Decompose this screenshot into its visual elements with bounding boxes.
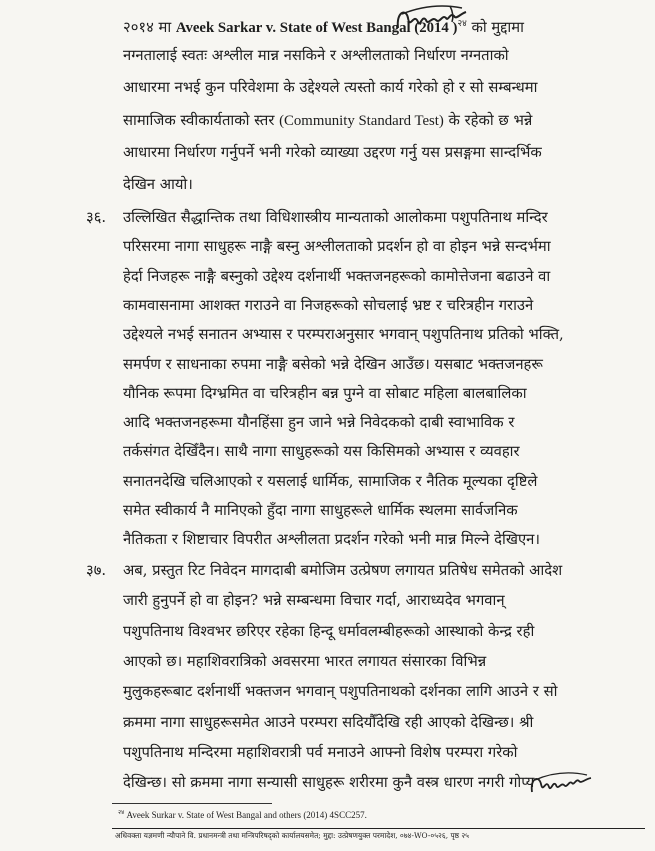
para36-line: नैतिकता र शिष्टाचार विपरीत अश्लीलता प्रदर्शन गरेको भनी मान्न मिल्ने देखिएन।: [123, 531, 540, 549]
para35-line4: सामाजिक स्वीकार्यताको स्तर (Community Standard Test) के रहेको छ भन्ने: [123, 112, 533, 129]
para37-line: पशुपतिनाथ विश्वभर छरिएर रहेका हिन्दू धर्मावलम्बीहरूको आस्थाको केन्द्र रही: [123, 622, 535, 640]
para37-line: पशुपतिनाथ मन्दिरमा महाशिवरात्री पर्व मनाउने आफ्नो विशेष परम्परा गरेको: [123, 743, 518, 761]
para36-line: परिसरमा नागा साधुहरू नाङ्गै बस्नु अश्लीलताको प्रदर्शन हो वा होइन भन्ने सन्दर्भमा: [123, 238, 551, 256]
para35-line1: २०१४ मा Aveek Sarkar v. State of West Bangal (2014 )$^{२४}$ को मुद्दामा: [123, 18, 524, 36]
footnote-divider: [112, 803, 272, 804]
para36-line: समेत स्वीकार्य नै मानिएको हुँदा नागा साधुहरूले धार्मिक स्थलमा सार्वजनिक: [123, 502, 518, 519]
para37-line: आएको छ। महाशिवरात्रिको अवसरमा भारत लगायत संसारका विभिन्न: [123, 652, 487, 670]
para36-number: ३६.: [86, 209, 107, 226]
para37-line: क्रममा नागा साधुहरूसमेत आउने परम्परा सदियौँदेखि रही आएको देखिन्छ। श्री: [123, 713, 534, 731]
para36-line: सनातनदेखि चलिआएको र यसलाई धार्मिक, सामाजिक र नैतिक मूल्यका दृष्टिले: [123, 472, 538, 490]
para37-line: जारी हुनुपर्ने हो वा होइन? भन्ने सम्बन्धमा विचार गर्दा, आराध्यदेव भगवान्: [123, 592, 505, 610]
para36-line: आदि भक्तजनहरूमा यौनहिंसा हुन जाने भन्ने निवेदकको दाबी स्वाभाविक र: [123, 414, 515, 432]
para37-line: देखिन्छ। सो क्रममा नागा सन्यासी साधुहरू शरीरमा कुनै वस्त्र धारण नगरी गोप्य: [123, 774, 535, 792]
para36-line: यौनिक रूपमा दिग्भ्रमित वा चरित्रहीन बन्न पुग्ने वा सोबाट महिला बालबालिका: [123, 384, 527, 402]
para36-line: कामवासनामा आशक्त गराउने वा निजहरूको सोचलाई भ्रष्ट र चरित्रहीन गराउने: [123, 296, 534, 314]
para35-line3: आधारमा नभई कुन परिवेशमा के उद्देश्यले त्यस्तो कार्य गरेको हो र सो सम्बन्धमा: [123, 79, 538, 96]
para35-line2: नग्नतालाई स्वतः अश्लील मान्न नसकिने र अश्लीलताको निर्धारण नग्नताको: [123, 47, 509, 64]
para36-line: तर्कसंगत देखिँदैन। साथै नागा साधुहरूको यस किसिमको अभ्यास र व्यवहार: [123, 443, 520, 461]
para37-number: ३७.: [86, 562, 107, 579]
para36-line: उल्लिखित सैद्धान्तिक तथा विधिशास्त्रीय मान्यताको आलोकमा पशुपतिनाथ मन्दिर: [123, 209, 548, 226]
footnote-ref: २४: [457, 19, 467, 29]
signature-bottom: [527, 770, 595, 800]
para36-line: उद्देश्यले नभई सनातन अभ्यास र परम्पराअनुसार भगवान् पशुपतिनाथ प्रतिको भक्ति,: [123, 326, 564, 344]
para35-line6: देखिन आयो।: [123, 176, 193, 193]
para36-line: हेर्दा निजहरू नाङ्गै बस्नुको उद्देश्य दर्शनार्थी भक्तजनहरूको कामोत्तेजना बढाउने वा: [123, 267, 551, 285]
para37-line: मुलुकहरूबाट दर्शनार्थी भक्तजन भगवान् पशुपतिनाथको दर्शनका लागि आउने र सो: [123, 683, 558, 701]
page-footer: अधिवक्ता यज्ञमणी न्यौपाने वि. प्रधानमन्त्री तथा मन्त्रिपरिषद्‌को कार्यालयसमेत; मुद्दा: उत्प्रेषणयुक्त परमादेश, ०७४-WO-०५२६, पृष्ठ २५: [115, 831, 470, 840]
para36-line: समर्पण र साधनाका रुपमा नाङ्गै बसेको भन्ने देखिन आउँछ। यसबाट भक्तजनहरू: [123, 355, 543, 373]
case-name: Aveek Sarkar v. State of West Bangal: [175, 19, 411, 36]
footnote: $^{२४}$ Aveek Surkar v. State of West Bangal and others (2014) 4SCC257.: [118, 810, 367, 820]
footer-divider: [112, 828, 645, 829]
para35-line5: आधारमा निर्धारण गर्नुपर्ने भनी गरेको व्याख्या उद्दरण गर्नु यस प्रसङ्गमा सान्दर्भिक: [123, 144, 542, 161]
para37-line: अब, प्रस्तुत रिट निवेदन मागदाबी बमोजिम उत्प्रेषण लगायत प्रतिषेध समेतको आदेश: [123, 562, 563, 579]
